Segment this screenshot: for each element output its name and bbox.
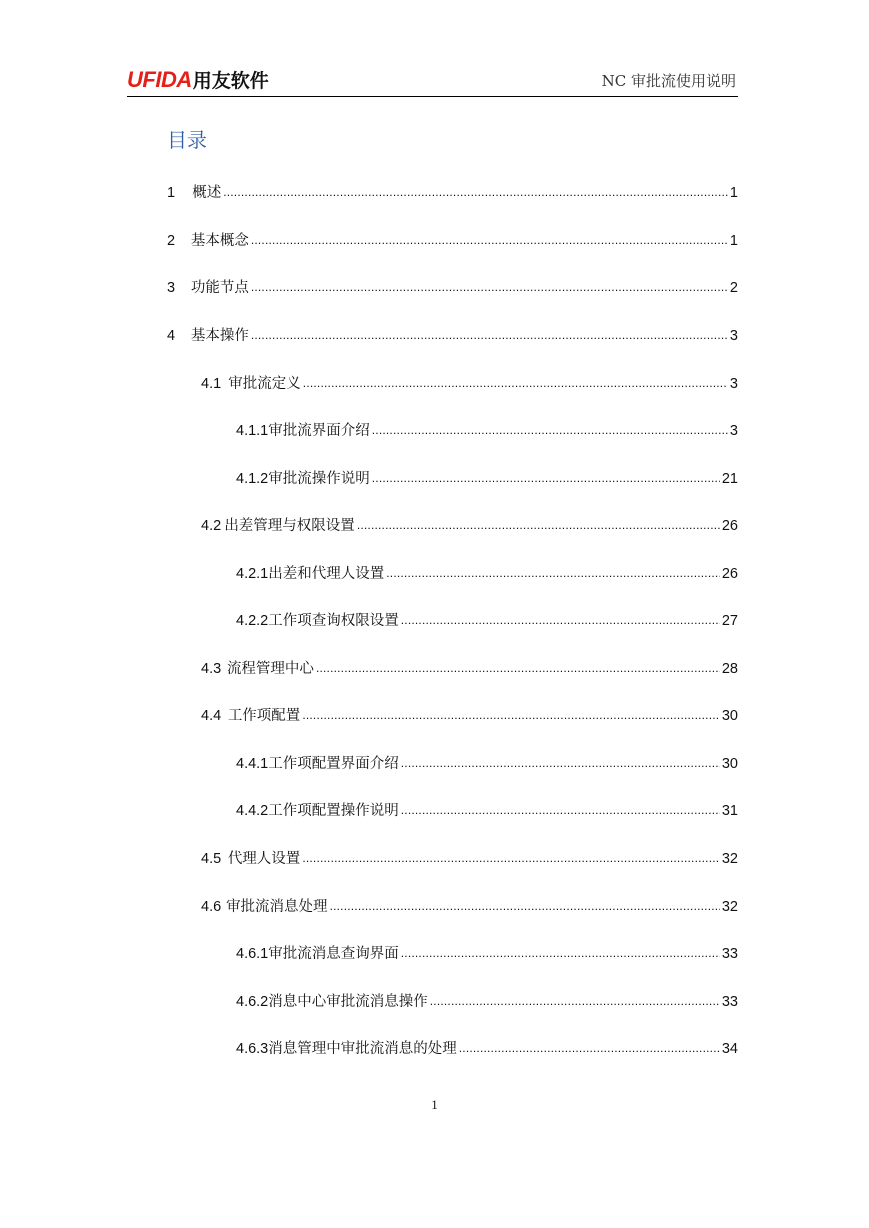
- toc-entry-title: 工作项配置操作说明: [268, 803, 399, 819]
- toc-entry[interactable]: [201, 658, 738, 680]
- toc-entry-page: 3: [729, 423, 738, 439]
- toc-entry-title: 流程管理中心: [226, 661, 314, 677]
- toc-leader-dots: [430, 990, 720, 1012]
- toc-entry-page: 33: [721, 946, 738, 962]
- toc-entry-number: 4.2.1: [236, 566, 269, 582]
- toc-entry[interactable]: [201, 373, 738, 395]
- toc-entry[interactable]: [236, 991, 738, 1013]
- toc-leader-dots: [372, 467, 720, 489]
- toc-entry-page: 21: [721, 471, 738, 487]
- toc-entry-page: 30: [721, 708, 738, 724]
- toc-entry-title: 功能节点: [190, 280, 249, 296]
- toc-leader-dots: [251, 324, 728, 346]
- toc-entry-title: 审批流界面介绍: [268, 423, 370, 439]
- toc-entry-title: 基本概念: [190, 233, 249, 249]
- toc-entry-title: 代理人设置: [227, 851, 301, 867]
- toc-entry-page: 31: [721, 803, 738, 819]
- toc-entry-number: 4.4.1: [236, 756, 269, 772]
- toc-entry[interactable]: [201, 896, 738, 918]
- toc-entry[interactable]: [201, 705, 738, 727]
- toc-entry-title: 基本操作: [190, 328, 249, 344]
- toc-leader-dots: [251, 276, 728, 298]
- toc-leader-dots: [302, 847, 720, 869]
- toc-entry-title: 审批流定义: [228, 376, 301, 392]
- toc-leader-dots: [316, 657, 720, 679]
- toc-entry[interactable]: [236, 943, 738, 965]
- toc-leader-dots: [303, 372, 728, 394]
- toc-entry-number: 4.2.2: [236, 613, 269, 629]
- toc-entry-number: 4.1.1: [236, 423, 269, 439]
- toc-entry-title: 工作项查询权限设置: [268, 613, 399, 629]
- toc-entry-number: 4.6.2: [236, 994, 269, 1010]
- toc-entry-page: 30: [721, 756, 738, 772]
- toc-entry[interactable]: [236, 468, 738, 490]
- toc-entry-title: 出差管理与权限设置: [224, 518, 355, 534]
- toc-entry[interactable]: [236, 610, 738, 632]
- toc-entry-title: 审批流操作说明: [268, 471, 370, 487]
- toc-heading: 目录: [167, 128, 207, 152]
- toc-entry-page: 26: [721, 566, 738, 582]
- toc-entry-page: 3: [729, 376, 738, 392]
- toc-leader-dots: [401, 942, 720, 964]
- toc-entry-title: 消息管理中审批流消息的处理: [268, 1041, 457, 1057]
- toc-entry-page: 1: [729, 185, 738, 201]
- toc-leader-dots: [251, 229, 728, 251]
- toc-entry-number: 4.5: [201, 851, 222, 867]
- toc-entry-number: 4.6.3: [236, 1041, 269, 1057]
- toc-entry-title: 审批流消息查询界面: [268, 946, 399, 962]
- ufida-logo: [127, 67, 269, 93]
- toc-entry-number: 4.6.1: [236, 946, 269, 962]
- toc-entry[interactable]: [167, 182, 738, 204]
- toc-leader-dots: [401, 799, 720, 821]
- toc-leader-dots: [372, 419, 728, 441]
- toc-leader-dots: [330, 895, 720, 917]
- logo-latin-text: UFIDA: [127, 67, 192, 92]
- toc-entry-page: 28: [721, 661, 738, 677]
- toc-entry[interactable]: [167, 277, 738, 299]
- toc-entry-number: 4.6: [201, 899, 222, 915]
- toc-entry-title: 出差和代理人设置: [268, 566, 385, 582]
- toc-entry[interactable]: [201, 848, 738, 870]
- toc-entry-page: 32: [721, 851, 738, 867]
- toc-entry-page: 1: [729, 233, 738, 249]
- page-header: [127, 64, 738, 97]
- toc-entry-number: 4.1.2: [236, 471, 269, 487]
- toc-entry-number: 4: [167, 328, 176, 344]
- toc-entry-number: 1: [167, 185, 176, 201]
- toc-leader-dots: [401, 609, 720, 631]
- toc-leader-dots: [357, 514, 720, 536]
- toc-entry-number: 2: [167, 233, 176, 249]
- toc-entry[interactable]: [167, 325, 738, 347]
- toc-entry-page: 33: [721, 994, 738, 1010]
- toc-entry-page: 2: [729, 280, 738, 296]
- toc-leader-dots: [401, 752, 720, 774]
- document-title: NC 审批流使用说明: [601, 72, 736, 90]
- toc-entry[interactable]: [167, 230, 738, 252]
- toc-entry-title: 审批流消息处理: [226, 899, 328, 915]
- toc-entry[interactable]: [236, 1038, 738, 1060]
- toc-entry-title: 工作项配置界面介绍: [268, 756, 399, 772]
- toc-entry-number: 3: [167, 280, 176, 296]
- toc-entry-title: 工作项配置: [227, 708, 301, 724]
- page-number: 1: [431, 1097, 438, 1112]
- toc-entry-number: 4.1: [201, 376, 222, 392]
- toc-leader-dots: [386, 562, 720, 584]
- toc-entry-number: 4.4.2: [236, 803, 269, 819]
- toc-entry-number: 4.3: [201, 661, 222, 677]
- toc-entry[interactable]: [201, 515, 738, 537]
- toc-entry-title: 概述: [192, 185, 222, 201]
- toc-entry[interactable]: [236, 563, 738, 585]
- toc-leader-dots: [459, 1037, 720, 1059]
- toc-entry[interactable]: [236, 420, 738, 442]
- toc-entry-page: 26: [721, 518, 738, 534]
- logo-cn-text: 用友软件: [192, 70, 269, 92]
- toc-entry[interactable]: [236, 800, 738, 822]
- toc-entry-number: 4.2: [201, 518, 222, 534]
- toc-entry-page: 32: [721, 899, 738, 915]
- toc-entry-number: 4.4: [201, 708, 222, 724]
- toc-leader-dots: [302, 704, 720, 726]
- toc-entry-page: 3: [729, 328, 738, 344]
- toc-entry-page: 34: [721, 1041, 738, 1057]
- toc-entry-title: 消息中心审批流消息操作: [268, 994, 428, 1010]
- toc-entry-page: 27: [721, 613, 738, 629]
- toc-leader-dots: [223, 181, 728, 203]
- toc-entry[interactable]: [236, 753, 738, 775]
